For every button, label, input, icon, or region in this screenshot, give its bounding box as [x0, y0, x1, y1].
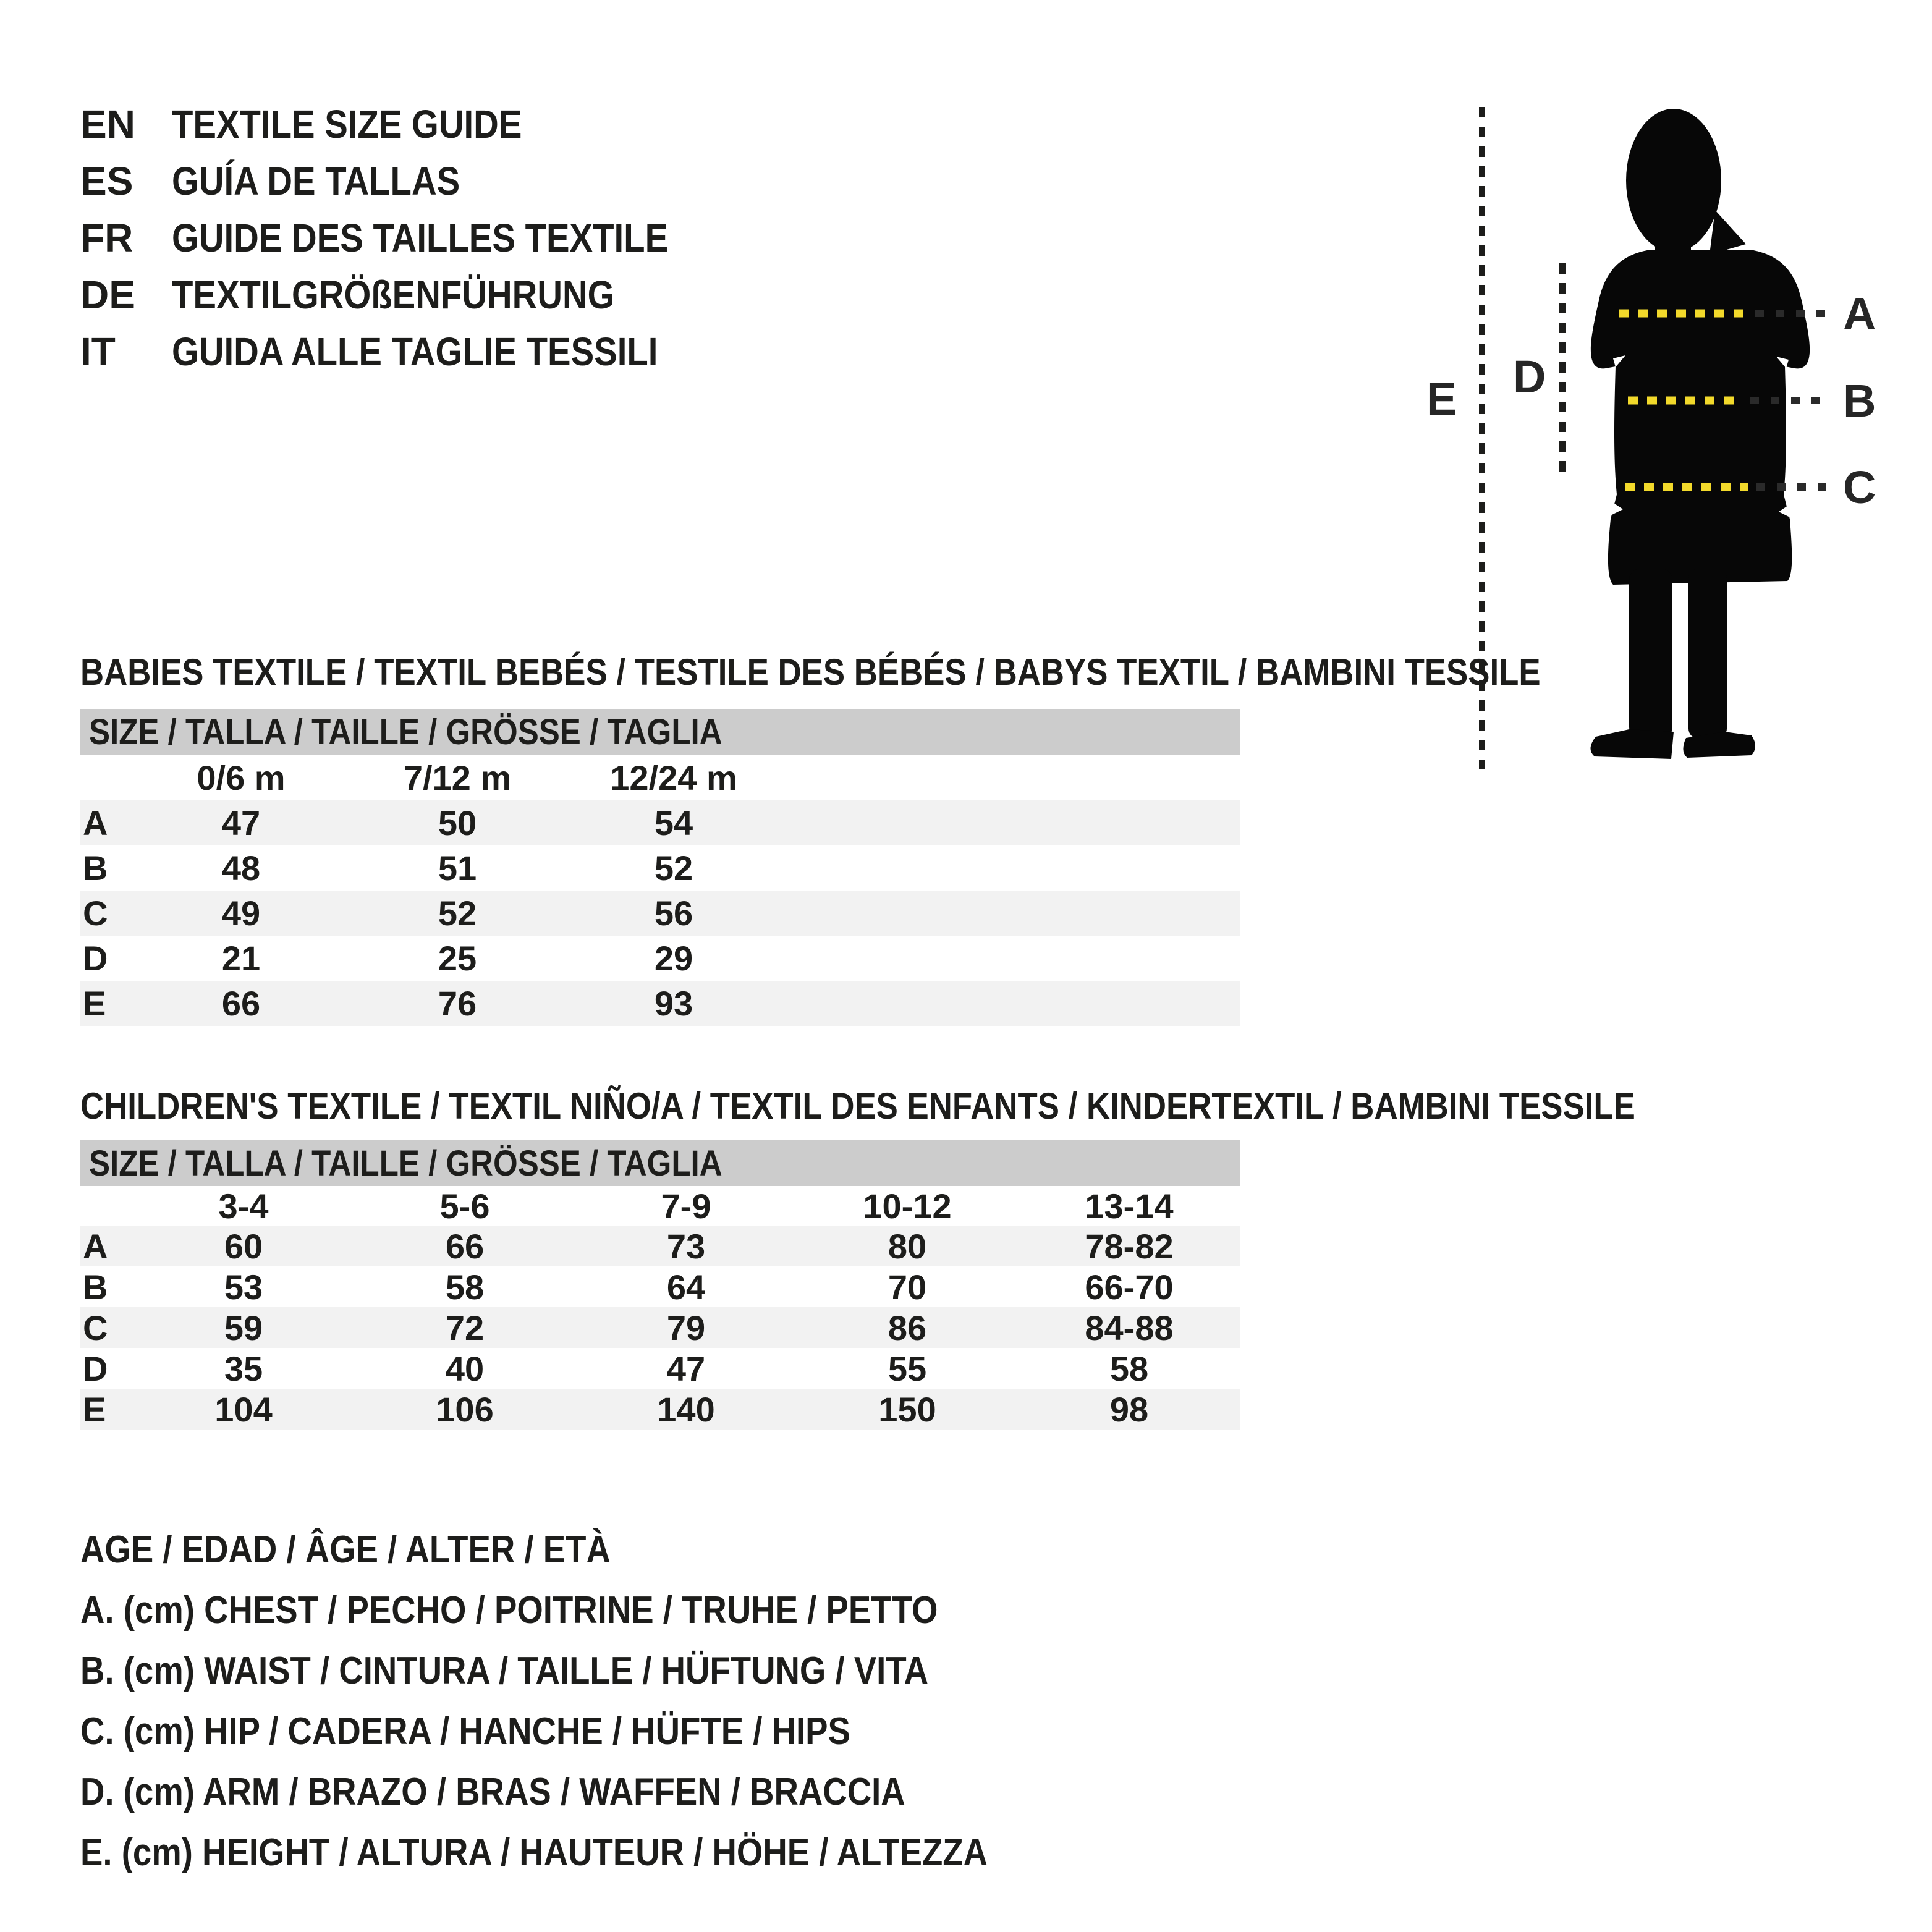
table-cell: 51 [438, 849, 477, 888]
table-cell: 84-88 [1085, 1308, 1174, 1347]
label-e: E [1426, 373, 1457, 425]
table-cell: 58 [445, 1267, 485, 1307]
table-cell: 64 [666, 1267, 706, 1307]
table-cell: 66 [445, 1226, 485, 1266]
table-cell: 40 [445, 1349, 485, 1388]
column-header: 0/6 m [197, 758, 286, 797]
table-cell: 47 [666, 1349, 706, 1388]
column-header-row [80, 755, 1240, 800]
column-header: 5-6 [439, 1187, 490, 1226]
language-code: ES [80, 159, 133, 203]
column-header: 13-14 [1085, 1187, 1174, 1226]
table-row [80, 1266, 1240, 1307]
language-title: TEXTILE SIZE GUIDE [172, 102, 522, 146]
table-row [80, 1226, 1240, 1266]
legend-line-arm: D. (cm) ARM / BRAZO / BRAS / WAFFEN / BRACCIA [80, 1770, 905, 1813]
language-title: GUIDE DES TAILLES TEXTILE [172, 216, 669, 260]
row-label: E [83, 984, 106, 1023]
table-cell: 150 [878, 1389, 936, 1429]
language-code: IT [80, 329, 116, 374]
table-cell: 70 [888, 1267, 927, 1307]
table-cell: 104 [214, 1389, 273, 1429]
table-cell: 59 [224, 1308, 263, 1347]
row-label: C [83, 1308, 108, 1347]
legend-line-waist: B. (cm) WAIST / CINTURA / TAILLE / HÜFTUNG / VITA [80, 1649, 929, 1692]
table-row [80, 1389, 1240, 1430]
table-cell: 54 [654, 803, 693, 842]
table-row [80, 981, 1240, 1026]
language-title: TEXTILGRÖßENFÜHRUNG [172, 273, 615, 317]
table-cell: 49 [221, 894, 261, 933]
table-cell: 79 [666, 1308, 706, 1347]
language-title: GUIDA ALLE TAGLIE TESSILI [172, 329, 658, 374]
table-cell: 29 [654, 939, 693, 978]
table-cell: 76 [438, 984, 477, 1023]
babies-section-heading: BABIES TEXTILE / TEXTIL BEBÉS / TESTILE DES BÉBÉS / BABYS TEXTIL / BAMBINI TESSILE [80, 651, 1541, 693]
row-label: A [83, 1226, 108, 1266]
column-header-row [80, 1186, 1240, 1226]
legend-line-height: E. (cm) HEIGHT / ALTURA / HAUTEUR / HÖHE / ALTEZZA [80, 1831, 988, 1874]
row-label: E [83, 1389, 106, 1429]
table-cell: 98 [1109, 1389, 1149, 1429]
row-label: C [83, 894, 108, 933]
column-header: 10-12 [863, 1187, 952, 1226]
table-row [80, 891, 1240, 936]
label-c: C [1843, 462, 1876, 513]
language-row-fr [80, 210, 736, 266]
language-row-en [80, 96, 736, 153]
size-header-bar: SIZE / TALLA / TAILLE / GRÖSSE / TAGLIA [80, 1140, 1240, 1186]
row-label: D [83, 939, 108, 978]
table-cell: 47 [221, 803, 261, 842]
row-label: D [83, 1349, 108, 1388]
table-cell: 35 [224, 1349, 263, 1388]
column-header: 12/24 m [610, 758, 737, 797]
column-header: 7/12 m [403, 758, 512, 797]
table-cell: 58 [1109, 1349, 1149, 1388]
table-cell: 93 [654, 984, 693, 1023]
legend-line-hip: C. (cm) HIP / CADERA / HANCHE / HÜFTE / HIPS [80, 1710, 850, 1753]
table-cell: 80 [888, 1226, 927, 1266]
table-cell: 53 [224, 1267, 263, 1307]
label-a: A [1843, 288, 1876, 339]
language-row-es [80, 153, 736, 210]
table-cell: 48 [221, 849, 261, 888]
column-header: 7-9 [661, 1187, 711, 1226]
table-cell: 66 [221, 984, 261, 1023]
legend-line-chest: A. (cm) CHEST / PECHO / POITRINE / TRUHE / PETTO [80, 1588, 938, 1632]
table-cell: 25 [438, 939, 477, 978]
table-cell: 56 [654, 894, 693, 933]
row-label: B [83, 1267, 108, 1307]
row-label: B [83, 849, 108, 888]
table-cell: 60 [224, 1226, 263, 1266]
language-guide [80, 96, 736, 380]
language-row-de [80, 266, 736, 323]
table-cell: 66-70 [1085, 1267, 1174, 1307]
table-cell: 52 [654, 849, 693, 888]
language-code: EN [80, 102, 135, 146]
language-row-it [80, 323, 736, 380]
table-cell: 21 [221, 939, 261, 978]
table-cell: 73 [666, 1226, 706, 1266]
table-cell: 50 [438, 803, 477, 842]
table-row [80, 936, 1240, 981]
language-code: FR [80, 216, 133, 260]
table-row [80, 800, 1240, 845]
row-label: A [83, 803, 108, 842]
table-cell: 140 [657, 1389, 715, 1429]
table-row [80, 1348, 1240, 1389]
table-cell: 106 [436, 1389, 494, 1429]
children-section-heading: CHILDREN'S TEXTILE / TEXTIL NIÑO/A / TEXTIL DES ENFANTS / KINDERTEXTIL / BAMBINI TESSILE [80, 1085, 1635, 1127]
table-cell: 52 [438, 894, 477, 933]
language-title: GUÍA DE TALLAS [172, 159, 460, 203]
table-cell: 78-82 [1085, 1226, 1174, 1266]
table-cell: 72 [445, 1308, 485, 1347]
legend-line-age: AGE / EDAD / ÂGE / ALTER / ETÀ [80, 1528, 611, 1571]
babies-size-table [80, 709, 1240, 1026]
table-cell: 86 [888, 1308, 927, 1347]
label-d: D [1513, 351, 1546, 402]
column-header: 3-4 [218, 1187, 269, 1226]
measurement-legend [80, 1519, 1111, 1883]
table-row [80, 1307, 1240, 1348]
table-row [80, 845, 1240, 891]
children-size-table [80, 1140, 1240, 1430]
label-b: B [1843, 375, 1876, 426]
size-header-bar: SIZE / TALLA / TAILLE / GRÖSSE / TAGLIA [80, 709, 1240, 755]
language-code: DE [80, 273, 135, 317]
table-cell: 55 [888, 1349, 927, 1388]
